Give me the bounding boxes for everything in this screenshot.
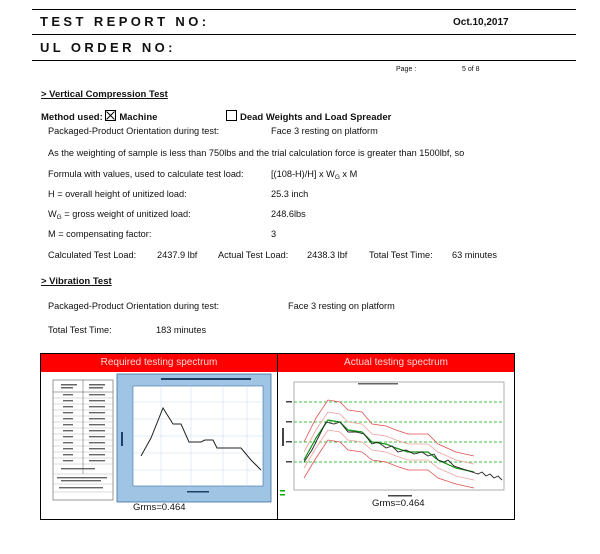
spectrum-comparison-box xyxy=(40,353,515,520)
ul-order-no-label: UL ORDER NO: xyxy=(40,40,176,55)
dead-weights-checkbox[interactable] xyxy=(226,110,237,121)
actual-spectrum-figure xyxy=(278,372,514,518)
actual-spectrum-header: Actual testing spectrum xyxy=(278,354,514,372)
machine-checkbox[interactable] xyxy=(105,110,116,121)
required-psd-plot-image xyxy=(117,374,271,502)
vertical-compression-title: > Vertical Compression Test xyxy=(41,89,168,100)
actual-grms: Grms=0.464 xyxy=(372,498,425,509)
gross-weight-value: 248.6lbs xyxy=(271,209,306,219)
orientation-label: Packaged-Product Orientation during test: xyxy=(48,126,220,136)
compression-time-value: 63 minutes xyxy=(452,250,497,260)
header-top-rule xyxy=(32,9,576,10)
formula-value: [(108-H)/H] x $W_G$ x M xyxy=(271,169,358,181)
vibration-time-value: 183 minutes xyxy=(156,325,207,335)
height-label: H = overall height of unitized load: xyxy=(48,189,187,199)
compensating-factor-label: M = compensating factor: xyxy=(48,229,152,239)
compensating-factor-value: 3 xyxy=(271,229,277,239)
header-mid-rule xyxy=(32,34,576,35)
page-number: 5 of 8 xyxy=(462,66,480,73)
required-spectrum-header: Required testing spectrum xyxy=(41,354,277,372)
dead-weights-option-label: Dead Weights and Load Spreader xyxy=(240,112,392,123)
weighting-note: As the weighting of sample is less than 750lbs and the trial calculation force is greater than 1500lbf, so xyxy=(48,148,465,158)
required-grms: Grms=0.464 xyxy=(133,502,186,513)
report-date: Oct.10,2017 xyxy=(453,17,509,28)
method-used-row xyxy=(41,110,157,123)
required-spectrum-figure xyxy=(41,372,277,518)
height-value: 25.3 inch xyxy=(271,189,309,199)
actual-load-value: 2438.3 lbf xyxy=(307,250,348,260)
vibration-orientation-label: Packaged-Product Orientation during test: xyxy=(48,301,220,311)
calculated-load-value: 2437.9 lbf xyxy=(157,250,198,260)
calculated-load-label: Calculated Test Load: xyxy=(48,250,137,260)
psd-table-image xyxy=(53,380,113,500)
test-report-no-label: TEST REPORT NO: xyxy=(40,14,210,29)
vibration-test-title: > Vibration Test xyxy=(41,276,112,287)
method-used-label: Method used: xyxy=(41,112,103,123)
page-label: Page : xyxy=(396,66,417,73)
machine-option-label: Machine xyxy=(119,112,158,123)
gross-weight-label: $W_G$ = gross weight of unitized load: xyxy=(48,209,191,221)
compression-time-label: Total Test Time: xyxy=(369,250,433,260)
vibration-orientation-value: Face 3 resting on platform xyxy=(288,301,395,311)
orientation-value: Face 3 resting on platform xyxy=(271,126,378,136)
dead-weights-option xyxy=(226,110,391,123)
actual-load-label: Actual Test Load: xyxy=(218,250,289,260)
formula-label: Formula with values, used to calculate test load: xyxy=(48,169,244,179)
header-bottom-rule xyxy=(32,60,576,61)
vibration-time-label: Total Test Time: xyxy=(48,325,112,335)
